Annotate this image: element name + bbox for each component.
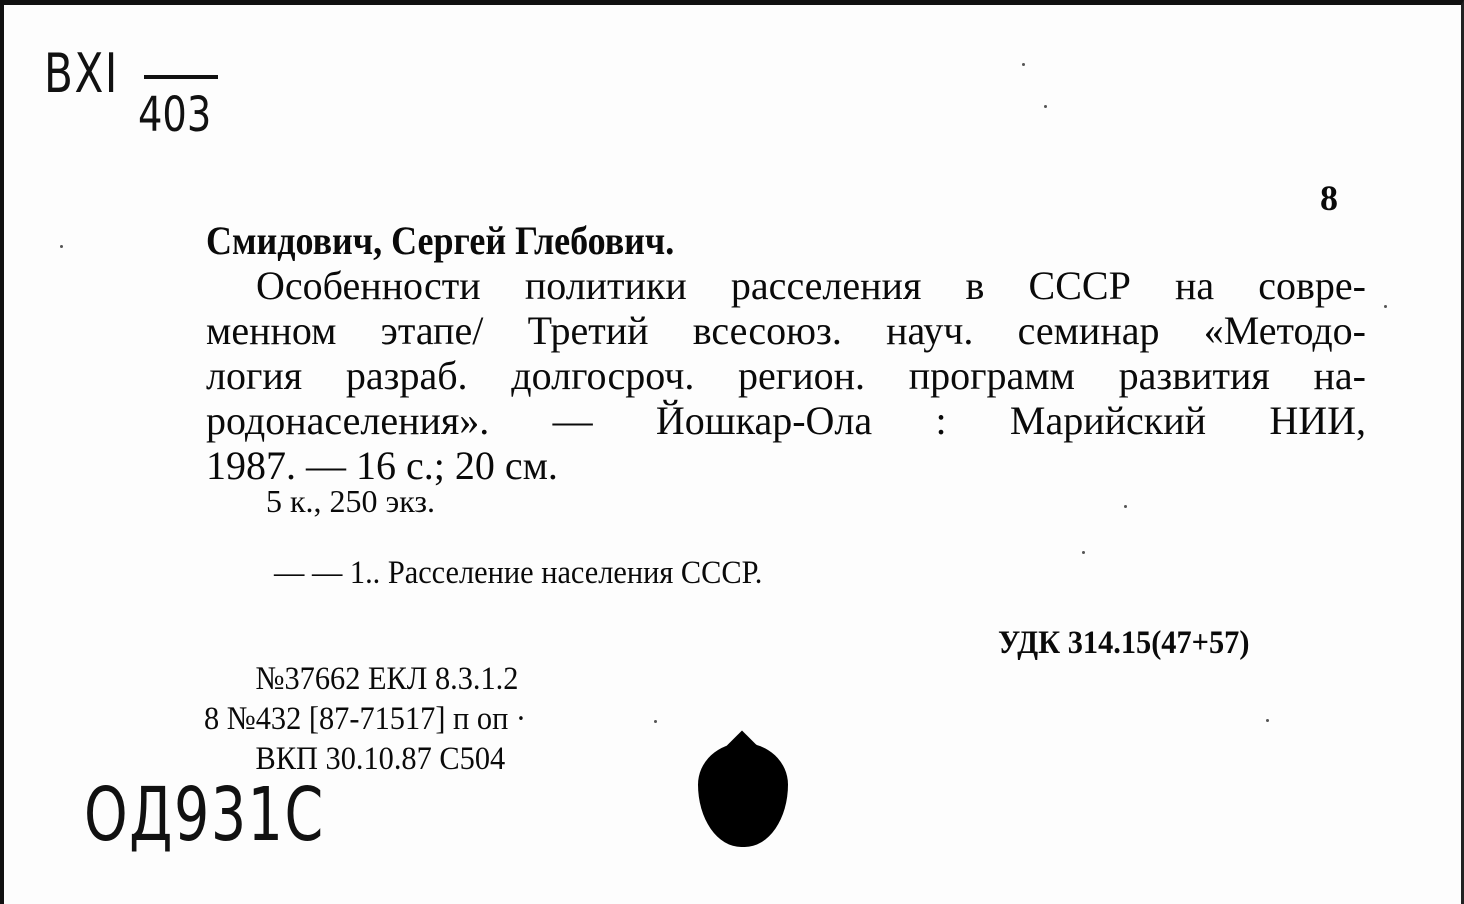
bibliographic-description [206,263,1366,488]
description-line: логия разраб. долгосроч. регион. программ развития на- [206,353,1366,398]
shelf-mark-top: ВХI [44,42,119,105]
registration-line: ВКП 30.10.87 С504 [255,741,506,777]
description-line: родонаселения». — Йошкар-Ола : Марийский НИИ, [206,398,1366,443]
punch-hole [698,743,788,847]
paper-speck [1082,551,1085,554]
author-heading: Смидович, Сергей Глебович. [206,218,675,263]
shelf-mark-fraction-bar [144,75,218,79]
paper-speck [60,245,63,248]
paper-speck [1044,105,1047,108]
price-copies: 5 к., 250 экз. [266,483,436,519]
registration-line: №37662 ЕКЛ 8.3.1.2 [255,661,519,697]
paper-speck [1124,505,1127,508]
paper-speck [1022,63,1025,66]
paper-speck [1266,719,1269,722]
udc-code: УДК 314.15(47+57) [998,625,1250,661]
subject-tracing: — — 1.. Расселение населения СССР. [274,555,763,591]
paper-speck [654,720,657,723]
shelf-mark-bottom: 403 [138,87,212,143]
registration-block [204,659,526,779]
description-line: менном этапе/ Третий всесоюз. науч. семинар «Методо- [206,308,1366,353]
paper-speck [1384,305,1387,308]
registration-line: 8 №432 [87-71517] п оп · [204,701,527,737]
inventory-number-handwritten: ОД931С [84,772,325,858]
card-number: 8 [1320,178,1338,218]
description-line: 1987. — 16 с.; 20 см. [206,443,558,488]
description-line: Особенности политики расселения в СССР на совре- [256,263,1366,308]
